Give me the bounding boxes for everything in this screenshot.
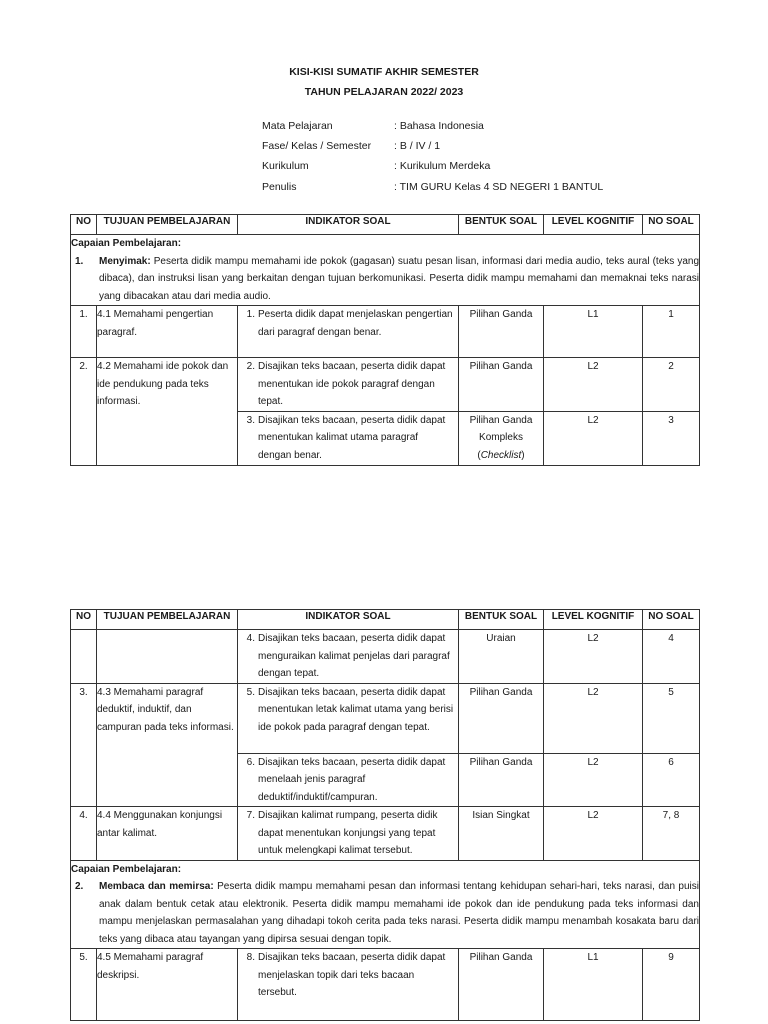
row-no: 4. [71,807,97,861]
academic-year: TAHUN PELAJARAN 2022/ 2023 [304,86,464,98]
level-cell: L2 [544,358,643,412]
capaian-number: 1. [75,255,84,267]
nosoal-cell: 5 [643,683,700,753]
level-cell: L2 [544,630,643,684]
indikator-number: 8. [246,952,255,963]
table-row [71,807,700,861]
indikator-number: 5. [246,686,255,698]
capaian-strand: Menyimak: [99,255,151,267]
meta-label: Mata Pelajaran [262,120,333,132]
bentuk-line [459,447,543,465]
capaian-heading: Capaian Pembelajaran: [71,863,182,875]
col-header-nosoal: NO SOAL [643,215,700,235]
bentuk-cell: Pilihan Ganda [459,358,544,412]
nosoal-cell: 4 [643,630,700,684]
col-header-no: NO [71,610,97,630]
bentuk-cell [459,411,544,465]
bentuk-checklist: Checklist [480,449,522,461]
col-header-level: LEVEL KOGNITIF [544,215,643,235]
meta-value: : B / IV / 1 [394,140,441,152]
indikator-number: 6. [246,756,255,768]
col-header-tujuan: TUJUAN PEMBELAJARAN [97,610,238,630]
col-header-level: LEVEL KOGNITIF [544,610,643,630]
capaian-number: 2. [75,881,84,892]
meta-subject [262,120,484,132]
bentuk-cell: Pilihan Ganda [459,683,544,753]
capaian-item [71,253,699,306]
indikator-number: 7. [246,810,255,821]
table-header-row [71,215,700,235]
capaian-heading: Capaian Pembelajaran: [71,238,182,249]
col-header-nosoal: NO SOAL [643,610,700,630]
col-header-tujuan: TUJUAN PEMBELAJARAN [97,215,238,235]
row-no: 3. [71,683,97,807]
table-header-row [71,610,700,630]
capaian-cell [71,235,700,306]
indikator-text: Disajikan kalimat rumpang, peserta didik dapat menentukan konjungsi yang tepat untuk melengkapi kalimat tersebut. [258,810,438,856]
meta-value: : Kurikulum Merdeka [394,160,491,172]
indikator-cell [238,630,459,684]
indikator-cell [238,411,459,465]
indikator-number: 2. [246,361,255,372]
table-row [71,683,700,753]
kisi-kisi-table-1 [70,214,700,466]
indikator-cell [238,358,459,412]
level-cell: L2 [544,683,643,753]
level-cell: L2 [544,411,643,465]
capaian-row [71,235,700,306]
capaian-strand: Membaca dan memirsa: [99,881,214,892]
bentuk-cell: Pilihan Ganda [459,949,544,1021]
tujuan-cell: 4.4 Menggunakan konjungsi antar kalimat. [97,807,238,861]
document-title: KISI-KISI SUMATIF AKHIR SEMESTER [289,66,479,78]
indikator-number: 4. [246,633,255,644]
kisi-kisi-table-2 [70,609,700,1021]
level-cell: L2 [544,807,643,861]
meta-class [262,140,440,152]
tujuan-cell: 4.5 Memahami paragraf deskripsi. [97,949,238,1021]
nosoal-cell: 9 [643,949,700,1021]
tujuan-cell: 4.3 Memahami paragraf deduktif, induktif, dan campuran pada teks informasi. [97,683,238,807]
row-no: 2. [71,358,97,466]
capaian-description: Peserta didik mampu memahami ide pokok (gagasan) suatu pesan lisan, informasi dari media audio, teks aural (teks yang dibaca), dan instruksi lisan yang berkaitan dengan tujuan berkomunikasi. Peserta didik mampu memahami dan memaknai teks narasi yang dibacakan atau dari media audio. [99,255,699,302]
indikator-number: 1. [246,309,255,320]
meta-author [262,181,603,193]
level-cell: L1 [544,306,643,358]
indikator-cell [238,683,459,753]
meta-label: Fase/ Kelas / Semester [262,140,372,152]
capaian-row [71,860,700,949]
table-row [71,306,700,358]
indikator-cell [238,949,459,1021]
indikator-cell [238,753,459,807]
row-no [71,630,97,684]
indikator-number: 3. [246,414,255,426]
indikator-text: Disajikan teks bacaan, peserta didik dapat menelaah jenis paragraf deduktif/induktif/campuran. [258,756,446,803]
indikator-text: Disajikan teks bacaan, peserta didik dapat menguraikan kalimat penjelas dari paragraf dengan tepat. [258,633,450,679]
bentuk-cell: Uraian [459,630,544,684]
capaian-text [99,878,699,948]
tujuan-cell: 4.1 Memahami pengertian paragraf. [97,306,238,358]
col-header-indikator: INDIKATOR SOAL [238,215,459,235]
paren-open: ( [477,449,481,461]
table-row [71,949,700,1021]
capaian-description: Peserta didik mampu memahami pesan dan informasi tentang kehidupan sehari-hari, teks narasi, dan puisi anak dalam bentuk cetak atau elektronik. Peserta didik mampu memahami ide pokok dan ide pendukung pada teks informasi dan mampu menjelaskan permasalahan yang dihadapi tokoh cerita pada teks narasi. Peserta didik mampu menambah kosakata baru dari teks yang dibaca atau tayangan yang dipirsa sesuai dengan topik. [99,881,699,945]
nosoal-cell: 6 [643,753,700,807]
tujuan-cell: 4.2 Memahami ide pokok dan ide pendukung pada teks informasi. [97,358,238,466]
indikator-text: Disajikan teks bacaan, peserta didik dapat menentukan ide pokok paragraf dengan tepat. [258,361,446,407]
meta-label: Penulis [262,181,297,193]
bentuk-cell: Isian Singkat [459,807,544,861]
meta-value: : Bahasa Indonesia [394,120,484,132]
row-no: 5. [71,949,97,1021]
indikator-text: Disajikan teks bacaan, peserta didik dapat menentukan kalimat utama paragraf dengan benar. [258,414,446,461]
bentuk-cell: Pilihan Ganda [459,753,544,807]
nosoal-cell: 7, 8 [643,807,700,861]
paren-close: ) [521,449,525,461]
col-header-bentuk: BENTUK SOAL [459,610,544,630]
bentuk-line: Kompleks [479,432,523,443]
indikator-cell [238,306,459,358]
nosoal-cell: 2 [643,358,700,412]
indikator-cell [238,807,459,861]
table-row [71,358,700,412]
tujuan-cell [97,630,238,684]
level-cell: L2 [544,753,643,807]
capaian-item [71,878,699,948]
bentuk-cell: Pilihan Ganda [459,306,544,358]
capaian-cell [71,860,700,949]
nosoal-cell: 1 [643,306,700,358]
table-row [71,630,700,684]
indikator-text: Peserta didik dapat menjelaskan pengertian dari paragraf dengan benar. [258,309,453,338]
col-header-bentuk: BENTUK SOAL [459,215,544,235]
bentuk-line: Pilihan Ganda [469,414,533,426]
col-header-indikator: INDIKATOR SOAL [238,610,459,630]
capaian-text [99,253,699,306]
col-header-no: NO [71,215,97,235]
meta-curriculum [262,160,490,172]
level-cell: L1 [544,949,643,1021]
nosoal-cell: 3 [643,411,700,465]
indikator-text: Disajikan teks bacaan, peserta didik dapat menentukan letak kalimat utama yang berisi ide pokok pada paragraf dengan tepat. [258,686,454,733]
meta-label: Kurikulum [262,160,309,172]
indikator-text: Disajikan teks bacaan, peserta didik dapat menjelaskan topik dari teks bacaan tersebut. [258,952,446,998]
row-no: 1. [71,306,97,358]
meta-value: : TIM GURU Kelas 4 SD NEGERI 1 BANTUL [394,181,604,193]
